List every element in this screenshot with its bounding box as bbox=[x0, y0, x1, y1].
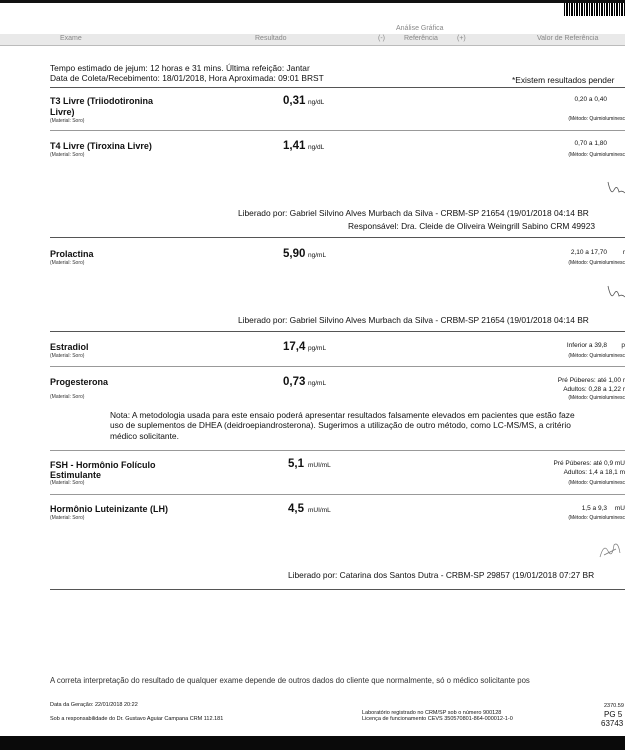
lab-registro: Laboratório registrado no CRM/SP sob o número 900128 bbox=[362, 710, 502, 716]
exam-name-progesterona: Progesterona bbox=[50, 377, 109, 387]
exam-reference: 1,5 a 9,3 bbox=[581, 505, 607, 512]
exam-reference: 0,70 a 1,80 bbox=[574, 140, 607, 147]
exam-name-estradiol: Estradiol bbox=[50, 342, 89, 352]
header-valor-referencia: Valor de Referência bbox=[537, 35, 599, 42]
exam-material: (Material: Soro) bbox=[50, 260, 85, 266]
exam-material: (Material: Soro) bbox=[50, 118, 85, 124]
exam-unit: ng/mL bbox=[308, 380, 327, 387]
exam-unit: mUI/mL bbox=[308, 507, 331, 514]
nota-line3: médico solicitante. bbox=[110, 431, 179, 441]
signature-image bbox=[596, 535, 624, 563]
exam-unit: ng/dL bbox=[308, 144, 325, 151]
footer-code2: 63743 bbox=[601, 719, 624, 728]
exam-value-lh: 4,5 bbox=[288, 503, 304, 515]
exam-reference-tail: mU bbox=[614, 505, 625, 512]
liberado-por-2: Liberado por: Gabriel Silvino Alves Murbach da Silva - CRBM-SP 21654 (19/01/2018 04:14 BR bbox=[238, 315, 589, 325]
exam-name-t3-line2: Livre) bbox=[50, 107, 75, 117]
exam-material: (Material: Soro) bbox=[50, 394, 85, 400]
exam-reference: 2,10 a 17,70 bbox=[570, 249, 607, 256]
exam-method: (Método: Quimioluminesc bbox=[568, 395, 625, 401]
exam-value-fsh: 5,1 bbox=[288, 458, 304, 470]
exam-method: (Método: Quimioluminesc bbox=[568, 152, 625, 158]
separator bbox=[50, 331, 625, 332]
header-analise-grafica: Análise Gráfica bbox=[396, 25, 444, 32]
exam-value-estradiol: 17,4 bbox=[283, 341, 306, 353]
coleta-info: Data de Coleta/Recebimento: 18/01/2018, Hora Aproximada: 09:01 BRST bbox=[50, 73, 324, 83]
separator bbox=[50, 130, 625, 131]
signature-image bbox=[605, 178, 625, 200]
lab-licenca: Licença de funcionamento CEVS 350570801-864-000012-1-0 bbox=[362, 716, 513, 722]
header-minus: (-) bbox=[378, 35, 385, 42]
header-resultado: Resultado bbox=[255, 35, 287, 42]
exam-material: (Material: Soro) bbox=[50, 480, 85, 486]
exam-name-lh: Hormônio Luteinizante (LH) bbox=[50, 504, 168, 514]
bottom-edge-bar bbox=[0, 736, 625, 750]
exam-unit: mUI/mL bbox=[308, 462, 331, 469]
header-plus: (+) bbox=[457, 35, 466, 42]
exam-reference-line2: Adultos: 0,28 a 1,22 r bbox=[563, 386, 625, 393]
exam-material: (Material: Soro) bbox=[50, 353, 85, 359]
header-divider bbox=[0, 45, 625, 46]
separator bbox=[50, 87, 625, 88]
footer-disclaimer: A correta interpretação do resultado de qualquer exame depende de outros dados do cliente que normalmente, só o médico solicitante pos bbox=[50, 676, 530, 685]
exam-unit: pg/mL bbox=[308, 345, 327, 352]
exam-method: (Método: Quimioluminesc bbox=[568, 260, 625, 266]
exam-name-t4: T4 Livre (Tiroxina Livre) bbox=[50, 141, 152, 151]
exam-name-fsh-line2: Estimulante bbox=[50, 470, 102, 480]
jejum-info: Tempo estimado de jejum: 12 horas e 31 mins. Última refeição: Jantar bbox=[50, 63, 310, 73]
exam-method: (Método: Quimioluminesc bbox=[568, 515, 625, 521]
exam-reference-tail: p bbox=[621, 342, 625, 349]
separator bbox=[50, 366, 625, 367]
signature-image bbox=[605, 282, 625, 304]
exam-name-fsh: FSH - Hormônio Folículo bbox=[50, 460, 156, 470]
table-header bbox=[0, 34, 625, 45]
responsabilidade: Sob a responsabilidade do Dr. Gustavo Aguiar Campana CRM 112.181 bbox=[50, 716, 224, 722]
exam-method: (Método: Quimioluminesc bbox=[568, 116, 625, 122]
footer-code1: 2370.59 bbox=[604, 703, 624, 709]
exam-reference: Pré Púberes: até 1,00 r bbox=[557, 377, 625, 384]
exam-material: (Material: Soro) bbox=[50, 515, 85, 521]
separator bbox=[50, 494, 625, 495]
exam-method: (Método: Quimioluminesc bbox=[568, 480, 625, 486]
exam-reference: Inferior a 39,8 bbox=[566, 342, 607, 349]
separator bbox=[50, 237, 625, 238]
header-referencia: Referência bbox=[404, 35, 438, 42]
nota-line2: uso de suplementos de DHEA (deidroepiandrosterona). Sugerimos a utilização de outro método, como LC-MS/MS, a critério bbox=[110, 420, 571, 430]
exam-name-t3: T3 Livre (Triiodotironina bbox=[50, 96, 154, 106]
exam-reference-tail: r bbox=[622, 249, 625, 256]
exam-value-prolactina: 5,90 bbox=[283, 248, 306, 260]
exam-unit: ng/dL bbox=[308, 99, 325, 106]
pendentes-note: *Existem resultados pender bbox=[512, 75, 615, 85]
exam-method: (Método: Quimioluminesc bbox=[568, 353, 625, 359]
exam-material: (Material: Soro) bbox=[50, 152, 85, 158]
exam-reference: 0,20 a 0,40 bbox=[574, 96, 607, 103]
exam-unit: ng/mL bbox=[308, 252, 327, 259]
separator bbox=[50, 589, 625, 590]
nota-line1: Nota: A metodologia usada para este ensaio poderá apresentar resultados falsamente elevados em pacientes que estão faze bbox=[110, 410, 575, 420]
page-number: PG 5 bbox=[604, 710, 623, 719]
exam-value-t3: 0,31 bbox=[283, 95, 306, 107]
liberado-por-1: Liberado por: Gabriel Silvino Alves Murbach da Silva - CRBM-SP 21654 (19/01/2018 04:14 BR bbox=[238, 208, 589, 218]
data-geracao: Data da Geração: 22/01/2018 20:22 bbox=[50, 702, 138, 708]
top-edge-bar bbox=[0, 0, 625, 3]
separator bbox=[50, 450, 625, 451]
header-exame: Exame bbox=[60, 35, 82, 42]
exam-reference: Pré Púberes: até 0,9 mU bbox=[553, 460, 625, 467]
exam-value-progesterona: 0,73 bbox=[283, 376, 306, 388]
exam-reference-line2: Adultos: 1,4 a 18,1 m bbox=[563, 469, 625, 476]
liberado-por-3: Liberado por: Catarina dos Santos Dutra - CRBM-SP 29857 (19/01/2018 07:27 BR bbox=[288, 570, 595, 580]
barcode bbox=[564, 3, 625, 16]
exam-value-t4: 1,41 bbox=[283, 140, 306, 152]
exam-name-prolactina: Prolactina bbox=[50, 249, 94, 259]
responsavel: Responsável: Dra. Cleide de Oliveira Weingrill Sabino CRM 49923 bbox=[348, 221, 596, 231]
